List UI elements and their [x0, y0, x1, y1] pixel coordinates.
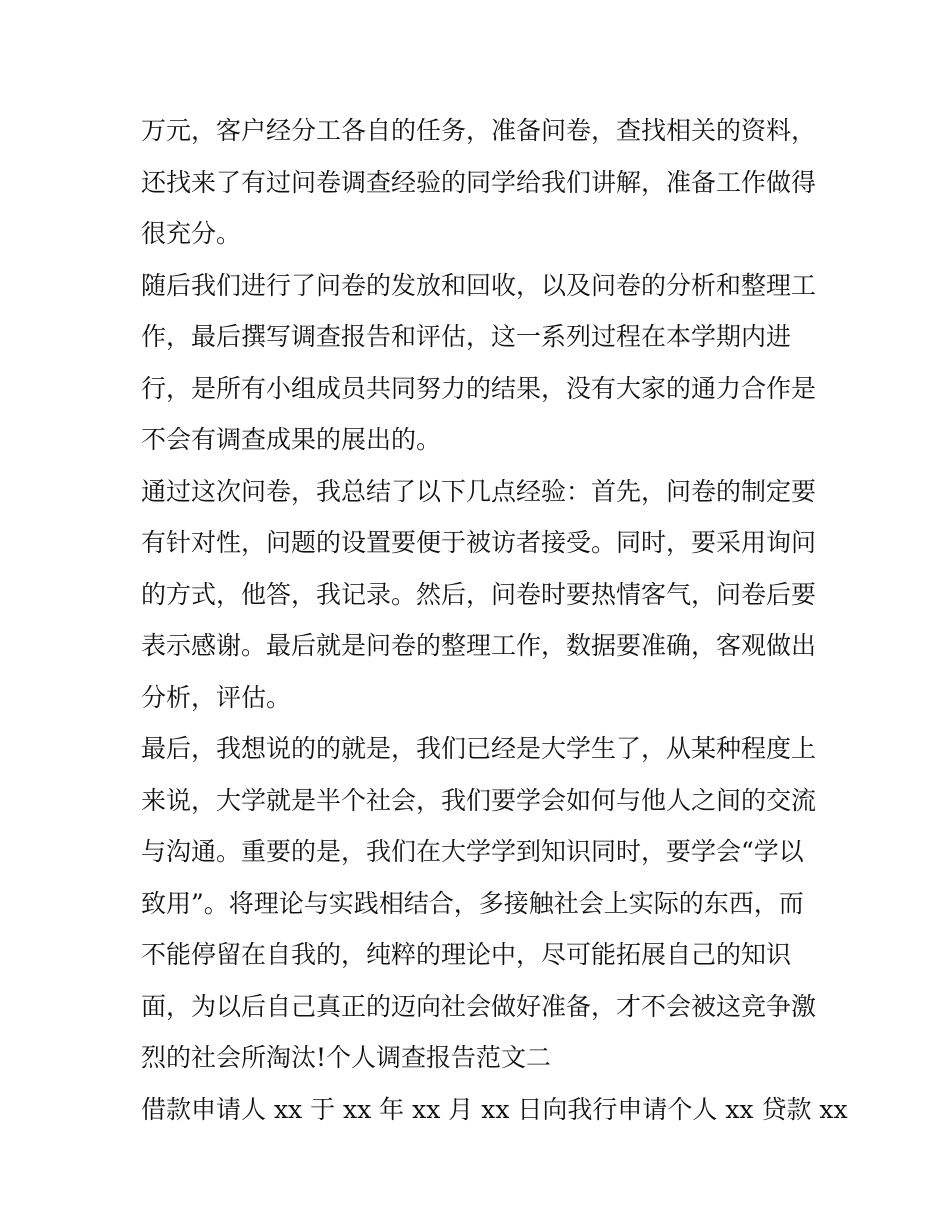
text-line: 分析，评估。 [141, 682, 292, 712]
text-line: 很充分。 [141, 219, 242, 248]
text-line: 通过这次问卷，我总结了以下几点经验：首先，问卷的制定要 [141, 476, 817, 506]
text-line: 烈的社会所淘汰!个人调查报告范文二 [141, 1043, 552, 1072]
text-line: 来说，大学就是半个社会，我们要学会如何与他人之间的交流 [141, 785, 817, 815]
text-line: 最后，我想说的的就是，我们已经是大学生了，从某种程度上 [141, 734, 817, 763]
text-line: 还找来了有过问卷调查经验的同学给我们讲解，准备工作做得 [141, 167, 817, 197]
text-line: 不能停留在自我的，纯粹的理论中，尽可能拓展自己的知识 [141, 940, 792, 969]
document-body [141, 105, 848, 1135]
text-line: 的方式，他答，我记录。然后，问卷时要热情客气，问卷后要 [141, 579, 817, 609]
text-line: 作，最后撰写调查报告和评估，这一系列过程在本学期内进 [141, 322, 792, 351]
text-line: 有针对性，问题的设置要便于被访者接受。同时，要采用询问 [141, 528, 817, 557]
text-line: 行，是所有小组成员共同努力的结果，没有大家的通力合作是 [141, 373, 817, 403]
text-line: 表示感谢。最后就是问卷的整理工作，数据要准确，客观做出 [141, 631, 817, 660]
text-line: 致用”。将理论与实践相结合，多接触社会上实际的东西，而 [141, 888, 804, 918]
text-line: 随后我们进行了问卷的发放和回收，以及问卷的分析和整理工 [141, 270, 817, 300]
text-line: 与沟通。重要的是，我们在大学学到知识同时，要学会“学以 [141, 837, 804, 866]
text-line: 借款申请人 xx 于 xx 年 xx 月 xx 日向我行申请个人 xx 贷款 xx [141, 1094, 848, 1124]
text-line: 面，为以后自己真正的迈向社会做好准备，才不会被这竞争激 [141, 991, 817, 1021]
text-line: 不会有调查成果的展出的。 [141, 425, 442, 454]
text-line: 万元，客户经分工各自的任务，准备问卷，查找相关的资料， [141, 116, 817, 145]
